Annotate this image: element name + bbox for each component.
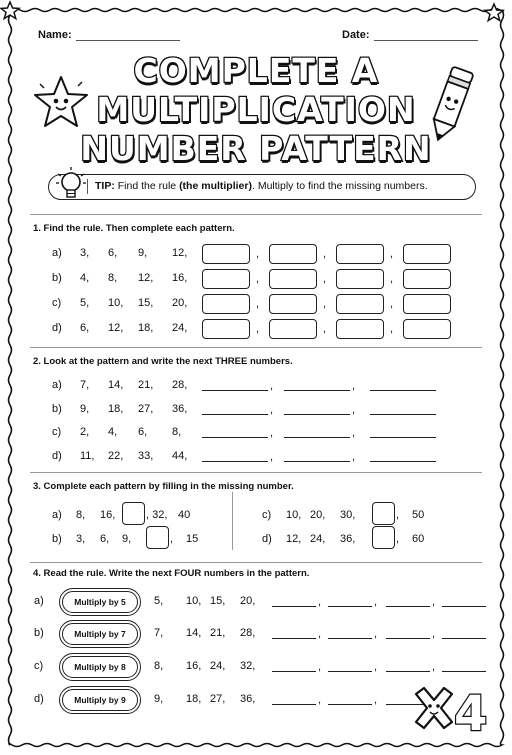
pattern-number: 5, [154, 595, 164, 607]
answer-box[interactable] [269, 319, 317, 339]
title-line-2: MULTIPLICATION [96, 90, 416, 129]
tip-text-before: Find the rule [117, 180, 177, 192]
pattern-number: 20, [310, 509, 326, 521]
rule-text: Multiply by 9 [74, 695, 126, 705]
date-field[interactable] [374, 40, 478, 41]
answer-line[interactable] [370, 390, 436, 391]
answer-line[interactable] [284, 390, 350, 391]
rule-pill [62, 656, 138, 678]
pattern-number: 12, [108, 322, 124, 334]
row-label: d) [262, 533, 272, 545]
rule-pill [62, 689, 138, 711]
title-line-3: NUMBER PATTERN [80, 129, 432, 168]
pattern-number: 3, [80, 247, 90, 259]
pattern-number: 27, [138, 403, 154, 415]
pattern-number: 15 [186, 533, 199, 545]
pattern-number: 5, [80, 297, 90, 309]
pattern-number: , [396, 533, 400, 545]
answer-line[interactable] [370, 414, 436, 415]
answer-line[interactable] [272, 638, 316, 639]
answer-box[interactable] [269, 294, 317, 314]
section-1-title: 1. Find the rule. Then complete each pattern. [33, 223, 235, 234]
missing-number-box[interactable] [372, 526, 395, 549]
pattern-number: 16, [172, 272, 188, 284]
pattern-number: 21, [138, 379, 154, 391]
pattern-number: 12, [172, 247, 188, 259]
pattern-number: 9, [138, 247, 148, 259]
pattern-number: 36, [340, 533, 356, 545]
pattern-number: 22, [108, 450, 124, 462]
answer-line[interactable] [202, 437, 268, 438]
pattern-number: 4, [108, 426, 118, 438]
answer-box[interactable] [269, 244, 317, 264]
pattern-number: 30, [340, 509, 356, 521]
answer-line[interactable] [370, 461, 436, 462]
comma: , [256, 298, 260, 310]
pattern-number: 16, [100, 509, 116, 521]
comma: , [352, 380, 356, 392]
date-label: Date: [342, 29, 370, 41]
answer-line[interactable] [386, 638, 430, 639]
answer-line[interactable] [202, 414, 268, 415]
comma: , [352, 427, 356, 439]
pattern-number: 7, [154, 627, 164, 639]
row-label: a) [52, 247, 62, 259]
corner-star-icon [1, 2, 503, 21]
pattern-number: 20, [240, 595, 256, 607]
comma: , [374, 661, 378, 673]
answer-box[interactable] [336, 269, 384, 289]
row-label: c) [262, 509, 272, 521]
comma: , [318, 596, 322, 608]
answer-line[interactable] [272, 606, 316, 607]
tip-prefix: TIP: [95, 180, 115, 192]
pattern-number: 18, [186, 693, 202, 705]
row-label: b) [52, 272, 62, 284]
answer-line[interactable] [272, 704, 316, 705]
pattern-number: 40 [178, 509, 191, 521]
pattern-number: 9, [80, 403, 90, 415]
pattern-number: 8, [154, 660, 164, 672]
comma: , [352, 404, 356, 416]
row-label: c) [52, 297, 62, 309]
pattern-number: 28, [172, 379, 188, 391]
pattern-number: 24, [310, 533, 326, 545]
pattern-number: , [170, 533, 174, 545]
comma: , [432, 596, 436, 608]
comma: , [270, 380, 274, 392]
row-label: c) [34, 660, 44, 672]
pattern-number: 16, [186, 660, 202, 672]
comma: , [374, 596, 378, 608]
pattern-number: 6, [80, 322, 90, 334]
answer-box[interactable] [403, 319, 451, 339]
rule-text: Multiply by 7 [74, 629, 126, 639]
pattern-number: 44, [172, 450, 188, 462]
pattern-number: 14, [186, 627, 202, 639]
pattern-number: 24, [210, 660, 226, 672]
pattern-number: 3, [76, 533, 86, 545]
section-divider [30, 347, 482, 348]
comma: , [270, 404, 274, 416]
missing-number-box[interactable] [122, 502, 145, 525]
comma: , [270, 427, 274, 439]
pattern-number: 2, [80, 426, 90, 438]
answer-line[interactable] [328, 671, 372, 672]
pattern-number: 36, [240, 693, 256, 705]
row-label: d) [52, 322, 62, 334]
comma: , [318, 661, 322, 673]
pattern-number: 32, [240, 660, 256, 672]
pencil-character-icon [424, 62, 478, 146]
title-line-1: COMPLETE A [133, 51, 379, 90]
answer-box[interactable] [202, 294, 250, 314]
answer-box[interactable] [202, 269, 250, 289]
answer-line[interactable] [328, 704, 372, 705]
answer-box[interactable] [336, 319, 384, 339]
section-3-column-divider [232, 492, 233, 550]
pattern-number: 11, [80, 450, 95, 462]
comma: , [390, 273, 394, 285]
rule-text: Multiply by 8 [74, 662, 126, 672]
pattern-number: 6, [100, 533, 110, 545]
row-label: d) [34, 693, 44, 705]
answer-line[interactable] [328, 638, 372, 639]
pattern-number: 9, [154, 693, 164, 705]
name-field[interactable] [76, 40, 180, 41]
answer-box[interactable] [202, 244, 250, 264]
pattern-number: 28, [240, 627, 256, 639]
comma: , [270, 451, 274, 463]
pattern-number: 8, [108, 272, 118, 284]
row-label: b) [34, 627, 44, 639]
comma: , [390, 323, 394, 335]
pattern-number: 36, [172, 403, 188, 415]
pattern-number: 33, [138, 450, 154, 462]
pattern-number: 9, [122, 533, 132, 545]
missing-number-box[interactable] [146, 526, 169, 549]
answer-line[interactable] [370, 437, 436, 438]
pattern-number: 18, [108, 403, 124, 415]
comma: , [256, 273, 260, 285]
pattern-number: 18, [138, 322, 154, 334]
comma: , [390, 298, 394, 310]
pattern-number: 10, [186, 595, 202, 607]
pattern-number: , [396, 509, 400, 521]
answer-line[interactable] [442, 671, 486, 672]
row-label: a) [52, 379, 62, 391]
lightbulb-icon [53, 165, 89, 205]
pattern-number: 27, [210, 693, 226, 705]
pattern-number: 4, [80, 272, 90, 284]
comma: , [323, 248, 327, 260]
comma: , [256, 323, 260, 335]
pattern-number: 15, [138, 297, 154, 309]
answer-box[interactable] [336, 244, 384, 264]
missing-number-box[interactable] [372, 502, 395, 525]
pattern-number: 6, [108, 247, 118, 259]
pattern-number: 6, [138, 426, 148, 438]
row-label: b) [52, 403, 62, 415]
pattern-number: , 32, [146, 509, 168, 521]
star-character-icon [30, 74, 92, 132]
pattern-number: 20, [172, 297, 188, 309]
pattern-number: 14, [108, 379, 124, 391]
pattern-number: 50 [412, 509, 425, 521]
comma: , [323, 323, 327, 335]
comma: , [352, 451, 356, 463]
tip-text [95, 180, 428, 192]
answer-line[interactable] [284, 437, 350, 438]
answer-line[interactable] [202, 461, 268, 462]
comma: , [374, 628, 378, 640]
answer-box[interactable] [403, 294, 451, 314]
answer-box[interactable] [403, 244, 451, 264]
pattern-number: 21, [210, 627, 226, 639]
pattern-number: 10, [286, 509, 302, 521]
answer-line[interactable] [202, 390, 268, 391]
tip-separator [87, 179, 88, 194]
pattern-number: 60 [412, 533, 425, 545]
tip-bold: (the multiplier) [179, 180, 252, 192]
pattern-number: 7, [80, 379, 90, 391]
comma: , [432, 628, 436, 640]
answer-line[interactable] [272, 671, 316, 672]
section-2-title: 2. Look at the pattern and write the next THREE numbers. [33, 356, 293, 367]
comma: , [432, 661, 436, 673]
comma: , [256, 248, 260, 260]
tip-text-after: . Multiply to find the missing numbers. [251, 180, 428, 192]
answer-line[interactable] [442, 638, 486, 639]
comma: , [318, 694, 322, 706]
rule-pill [62, 591, 138, 613]
answer-line[interactable] [284, 414, 350, 415]
pattern-number: 12, [286, 533, 302, 545]
answer-box[interactable] [336, 294, 384, 314]
answer-box[interactable] [269, 269, 317, 289]
section-divider [30, 214, 482, 215]
answer-box[interactable] [403, 269, 451, 289]
comma: , [374, 694, 378, 706]
answer-box[interactable] [202, 319, 250, 339]
answer-line[interactable] [386, 671, 430, 672]
pattern-number: 15, [210, 595, 226, 607]
times-four-icon [410, 684, 496, 740]
comma: , [318, 628, 322, 640]
tip-box [48, 174, 476, 200]
comma: , [323, 298, 327, 310]
times-four-digit: 4 [454, 686, 488, 740]
row-label: c) [52, 426, 62, 438]
pattern-number: 12, [138, 272, 154, 284]
answer-line[interactable] [328, 606, 372, 607]
rule-text: Multiply by 5 [74, 597, 126, 607]
name-label: Name: [38, 29, 72, 41]
pattern-number: 8, [76, 509, 86, 521]
rule-pill [62, 623, 138, 645]
pattern-number: 8, [172, 426, 182, 438]
row-label: d) [52, 450, 62, 462]
section-divider [30, 472, 482, 473]
pattern-number: 24, [172, 322, 188, 334]
row-label: a) [34, 595, 44, 607]
pattern-number: 10, [108, 297, 124, 309]
comma: , [323, 273, 327, 285]
section-4-title: 4. Read the rule. Write the next FOUR numbers in the pattern. [33, 568, 310, 579]
row-label: a) [52, 509, 62, 521]
answer-line[interactable] [442, 606, 486, 607]
section-divider [30, 562, 482, 563]
comma: , [390, 248, 394, 260]
row-label: b) [52, 533, 62, 545]
answer-line[interactable] [386, 606, 430, 607]
section-3-title: 3. Complete each pattern by filling in the missing number. [33, 481, 294, 492]
answer-line[interactable] [284, 461, 350, 462]
